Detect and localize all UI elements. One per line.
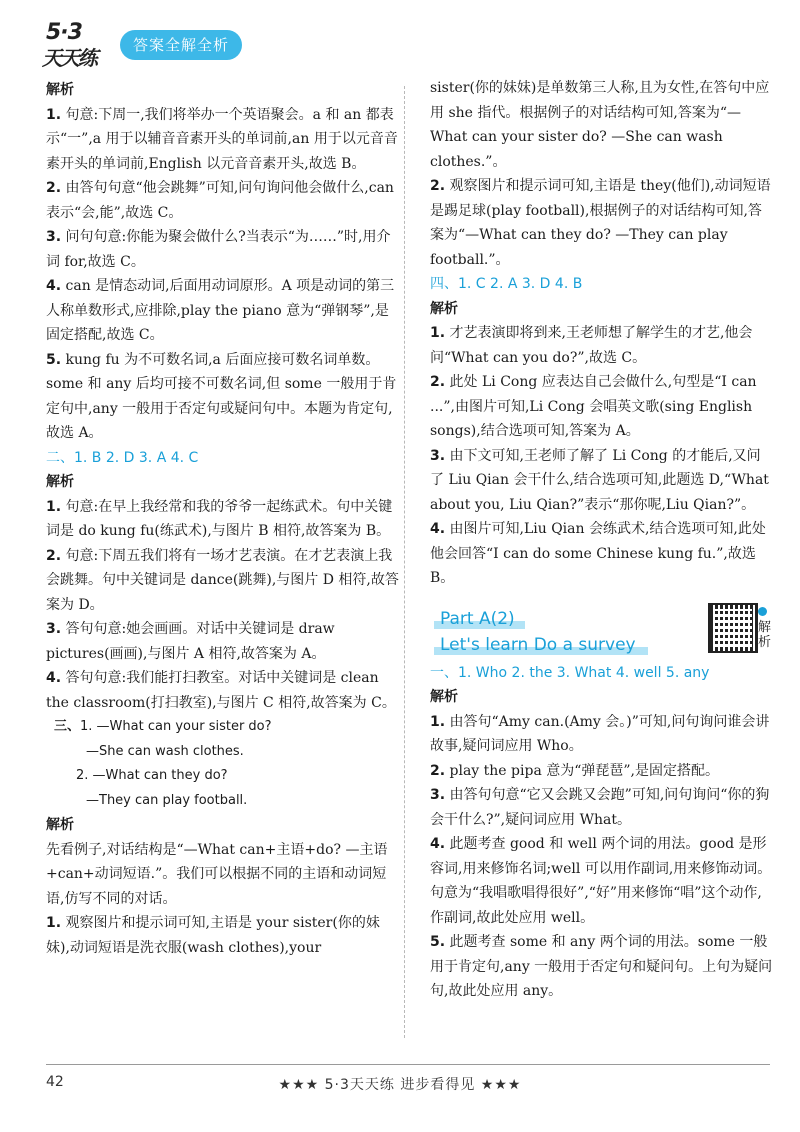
- analysis-heading: 解析: [46, 474, 74, 490]
- analysis-heading: 解析: [430, 689, 458, 705]
- list-item: 1. 由答句“Amy can.(Amy 会。)”可知,问句询问谁会讲故事,疑问词应用 Who。: [430, 713, 770, 754]
- column-divider: [404, 86, 406, 1038]
- qr-label: 解析: [758, 605, 774, 650]
- analysis-heading: 解析: [46, 817, 74, 833]
- brand-logo: [40, 20, 116, 70]
- list-item: 2. 由答句句意“他会跳舞”可知,问句询问他会做什么,can 表示“会,能”,故选 C。: [46, 180, 394, 221]
- list-item: 3. 由答句句意“它又会跳又会跑”可知,问句询问“你的狗会干什么?”,疑问词应用 What。: [430, 787, 770, 828]
- analysis-intro: 先看例子,对话结构是“—What can+主语+do? —主语+can+动词短语.”。我们可以根据不同的主语和动词短语,仿写不同的对话。: [46, 841, 388, 907]
- lesson-title: Let's learn Do a survey: [440, 633, 636, 658]
- footer-rule: [46, 1064, 770, 1065]
- list-item: 3. 答句句意:她会画画。对话中关键词是 draw pictures(画画),与图片 A 相符,故答案为 A。: [46, 621, 335, 662]
- list-item: 2. play the pipa 意为“弹琵琶”,是固定搭配。: [430, 762, 720, 779]
- answer-badge: 答案全解全析: [120, 30, 242, 60]
- analysis-heading: 解析: [430, 300, 458, 317]
- section-3-answer-2q: 2. —What can they do?: [76, 768, 228, 783]
- list-item: 1. 观察图片和提示词可知,主语是 your sister(你的妹妹),动词短语是洗衣服(wash clothes),your: [46, 915, 380, 956]
- list-item: 2. 观察图片和提示词可知,主语是 they(他们),动词短语是踢足球(play football),根据例子的对话结构可知,答案为“—What can they do? —They can play football.”。: [430, 178, 771, 268]
- page-footer: [0, 1070, 800, 1100]
- page-number: 42: [46, 1074, 64, 1090]
- part-title: Part A(2): [440, 607, 515, 632]
- logo-top: 5·3: [46, 20, 82, 45]
- section-1-answers: 一、1. Who 2. the 3. What 4. well 5. any: [430, 664, 710, 681]
- analysis-heading: 解析: [46, 82, 74, 98]
- list-item: 5. 此题考查 some 和 any 两个词的用法。some 一般用于肯定句,any 一般用于否定句和疑问句。上句为疑问句,故此处应用 any。: [430, 934, 773, 999]
- list-item: 2. 句意:下周五我们将有一场才艺表演。在才艺表演上我会跳舞。句中关键词是 dance(跳舞),与图片 D 相符,故答案为 D。: [46, 547, 399, 613]
- section-3-answer-2a: —They can play football.: [86, 792, 248, 808]
- qr-code-icon[interactable]: [708, 603, 758, 653]
- left-column: [46, 78, 400, 960]
- list-item: 4. can 是情态动词,后面用动词原形。A 项是动词的第三人称单数形式,应排除,play the piano 意为“弹钢琴”,是固定搭配,故选 C。: [46, 278, 395, 343]
- right-column: [430, 76, 774, 1004]
- analysis-list-2: [46, 495, 400, 716]
- list-item: 1. 句意:在早上我经常和我的爷爷一起练武术。句中关键词是 do kung fu(练武术),与图片 B 相符,故答案为 B。: [46, 498, 393, 539]
- list-item: 1. 句意:下周一,我们将举办一个英语聚会。a 和 an 都表示“一”,a 用于以辅音音素开头的单词前,an 用于以元音音素开头的单词前,English 以元音音素开头,故选 B。: [46, 106, 398, 172]
- list-item: 3. 由下文可知,王老师了解了 Li Cong 的才能后,又问了 Liu Qian 会干什么,结合选项可知,此题选 D,“What about you, Liu Qian?”表示“那你呢,Liu Qian?”。: [430, 447, 769, 513]
- footer-slogan: ★★★ 5·3天天练 进步看得见 ★★★: [278, 1077, 522, 1093]
- list-item: 1. 才艺表演即将到来,王老师想了解学生的才艺,他会问“What can you do?”,故选 C。: [430, 325, 753, 366]
- section-3-answer-1a: —She can wash clothes.: [86, 743, 244, 759]
- play-icon: [758, 607, 767, 616]
- section-4-answers: 四、1. C 2. A 3. D 4. B: [430, 276, 583, 292]
- list-item: 5. kung fu 为不可数名词,a 后面应接可数名词单数。some 和 any 后均可接不可数名词,但 some 一般用于肯定句中,any 一般用于否定句或疑问句中。本题为肯定句,故选 A。: [46, 351, 397, 441]
- section-3-answer-1q: 三、1. —What can your sister do?: [54, 719, 272, 734]
- analysis-list-4: [430, 321, 774, 591]
- continued-text: sister(你的妹妹)是单数第三人称,且为女性,在答句中应用 she 指代。根据例子的对话结构可知,答案为“—What can your sister do? —She can wash clothes.”。: [430, 80, 770, 170]
- list-item: 4. 由图片可知,Liu Qian 会练武术,结合选项可知,此处他会回答“I can do some Chinese kung fu.”,故选 B。: [430, 521, 766, 586]
- list-item: 4. 此题考查 good 和 well 两个词的用法。good 是形容词,用来修饰名词;well 可以用作副词,用来修饰动词。句意为“我唱歌唱得很好”,“好”用来修饰“唱”这个动作,作副词,故此处应用 well。: [430, 836, 772, 926]
- logo-bottom: 天天练: [42, 46, 96, 70]
- list-item: 4. 答句句意:我们能打扫教室。对话中关键词是 clean the classroom(打扫教室),与图片 C 相符,故答案为 C。: [46, 670, 396, 711]
- analysis-list-5: [430, 710, 774, 1004]
- list-item: 2. 此处 Li Cong 应表达自己会做什么,句型是“I can ...”,由图片可知,Li Cong 会唱英文歌(sing English songs),结合选项可知,答案为 A。: [430, 374, 757, 439]
- part-heading: [430, 603, 774, 659]
- analysis-list-1: [46, 103, 400, 446]
- section-2-answers: 二、1. B 2. D 3. A 4. C: [46, 449, 199, 466]
- list-item: 3. 问句句意:你能为聚会做什么?当表示“为……”时,用介词 for,故选 C。: [46, 229, 391, 270]
